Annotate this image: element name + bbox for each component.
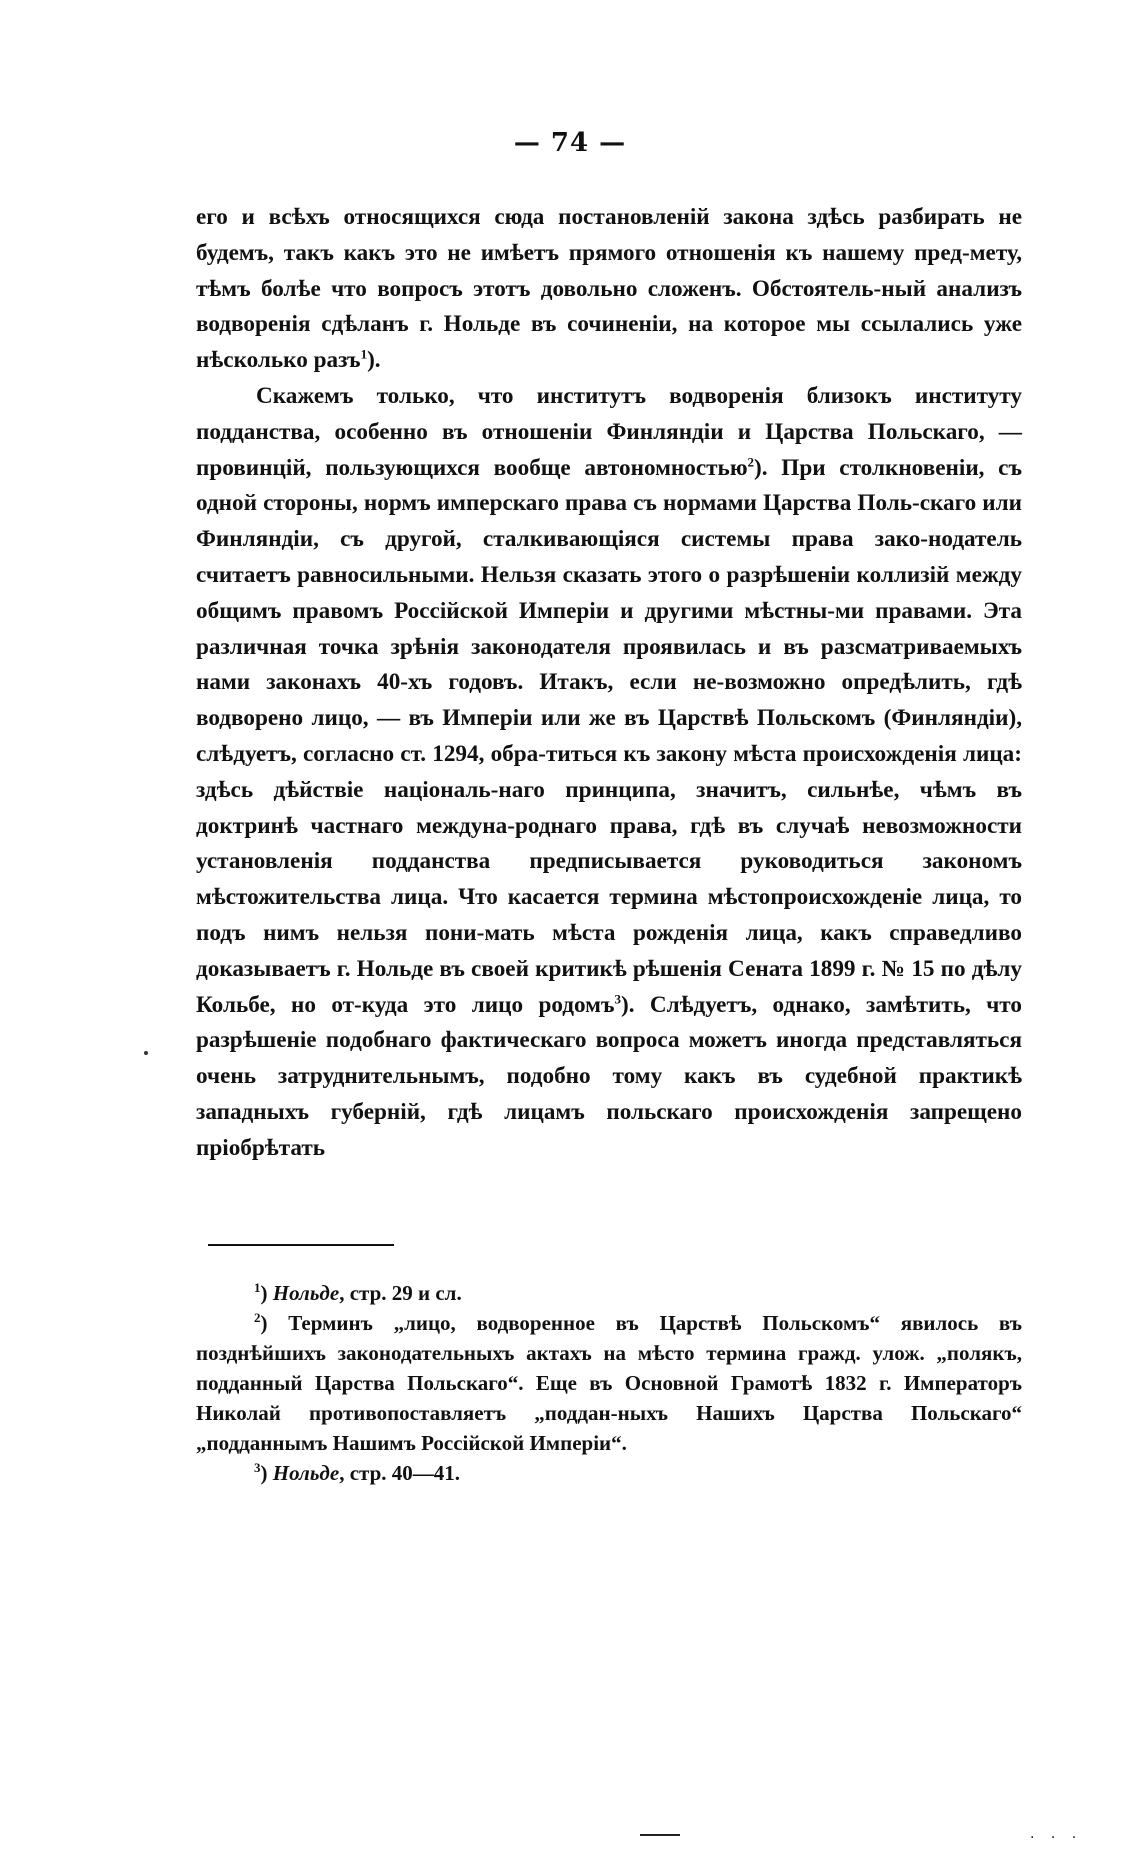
footnote-ref-2: 2: [747, 453, 755, 469]
footnote-1-text: , стр. 29 и сл.: [339, 1281, 462, 1305]
footnote-3: $^3$) Нольде, стр. 40—41.: [254, 1460, 461, 1485]
footnote-2: $^2$) Терминъ „лицо, водворенное въ Царствѣ Польскомъ“ явилось въ позднѣйшихъ законодательныхъ актахъ на мѣсто термина гражд. улож. „полякъ, подданный Царства Польскаго“. Еще въ Основной Грамотѣ 1832 г. Императоръ Николай противопоставляетъ „поддан-ныхъ Нашихъ Царства Польскаго“ „подданнымъ Нашимъ Россійской Имперіи“.: [196, 1310, 1022, 1455]
bottom-dash: [640, 1834, 680, 1836]
footnote-1: $^1$) Нольде, стр. 29 и сл.: [254, 1280, 462, 1305]
paragraph-1-text: его и всѣхъ относящихся сюда постановленій закона здѣсь разбирать не будемъ, такъ какъ это не имѣетъ прямого отношенія къ нашему пред-мету, тѣмъ болѣе что вопросъ этотъ довольно сложенъ. Обстоятель-ный анализъ водворенія сдѣланъ г. Нольде въ сочиненіи, на которое мы ссылались уже нѣсколько разъ: [196, 204, 1022, 374]
footnote-1-author: Нольде: [272, 1281, 340, 1305]
paragraph-1: [196, 200, 1022, 379]
footnote-1-marker: 1: [254, 1280, 261, 1295]
footnote-2-text: Терминъ „лицо, водворенное въ Царствѣ Польскомъ“ явилось въ позднѣйшихъ законодательныхъ актахъ на мѣсто термина гражд. улож. „полякъ, подданный Царства Польскаго“. Еще въ Основной Грамотѣ 1832 г. Императоръ Николай противопоставляетъ „поддан-ныхъ Нашихъ Царства Польскаго“ „подданнымъ Нашимъ Россійской Имперіи“.: [196, 1311, 1022, 1455]
page-number: — 74 —: [513, 128, 627, 158]
paragraph-2: [196, 379, 1022, 1167]
footnotes: [196, 1278, 1022, 1488]
paragraph-2-text: Скажемъ только, что институтъ водворенія близокъ институту подданства, особенно въ отношеніи Финляндіи и Царства Польскаго, — провинцій, пользующихся вообще автономностью: [196, 382, 1022, 481]
footnote-ref-1: 1: [360, 346, 368, 362]
margin-dot: [144, 1051, 148, 1055]
footnote-2-marker: 2: [254, 1310, 261, 1325]
paragraph-1-tail: ).: [367, 347, 381, 374]
footnote-3-marker: 3: [254, 1460, 261, 1475]
footnote-ref-3: 3: [614, 990, 621, 1006]
footnote-3-author: Нольде: [272, 1461, 340, 1485]
paragraph-2-tail: ). Слѣдуетъ, однако, замѣтить, что разрѣшеніе подобнаго фактическаго вопроса можетъ иногда представляться очень затруднительнымъ, подобно тому какъ въ судебной практикѣ западныхъ губерній, гдѣ лицамъ польскаго происхожденія запрещено пріобрѣтать: [196, 991, 1022, 1161]
footnote-separator: [208, 1244, 394, 1246]
bottom-dots: . . .: [1030, 1826, 1083, 1842]
footnote-3-text: , стр. 40—41.: [339, 1461, 461, 1485]
main-text: [196, 200, 1022, 1167]
paragraph-2-middle: ). При столкновеніи, съ одной стороны, нормъ имперскаго права съ нормами Царства Поль-скаго или Финляндіи, съ другой, сталкивающіяся системы права зако-нодатель считаетъ равносильными. Нельзя сказать этого о разрѣшеніи коллизій между общимъ правомъ Россійской Имперіи и другими мѣстны-ми правами. Эта различная точка зрѣнія законодателя проявилась и въ разсматриваемыхъ нами законахъ 40-хъ годовъ. Итакъ, если не-возможно опредѣлить, гдѣ водворено лицо, — въ Имперіи или же въ Царствѣ Польскомъ (Финляндіи), слѣдуетъ, согласно ст. 1294, обра-титься къ закону мѣста происхожденія лица: здѣсь дѣйствіе національ-наго принципа, значитъ, сильнѣе, чѣмъ въ доктринѣ частнаго междуна-роднаго права, гдѣ въ случаѣ невозможности установленія подданства предписывается руководиться закономъ мѣстожительства лица. Что касается термина мѣстопроисхожденіе лица, то подъ нимъ нельзя пони-мать мѣста рожденія лица, какъ справедливо доказываетъ г. Нольде въ своей критикѣ рѣшенія Сената 1899 г. № 15 по дѣлу Кольбе, но от-куда это лицо родомъ: [196, 454, 1022, 1018]
